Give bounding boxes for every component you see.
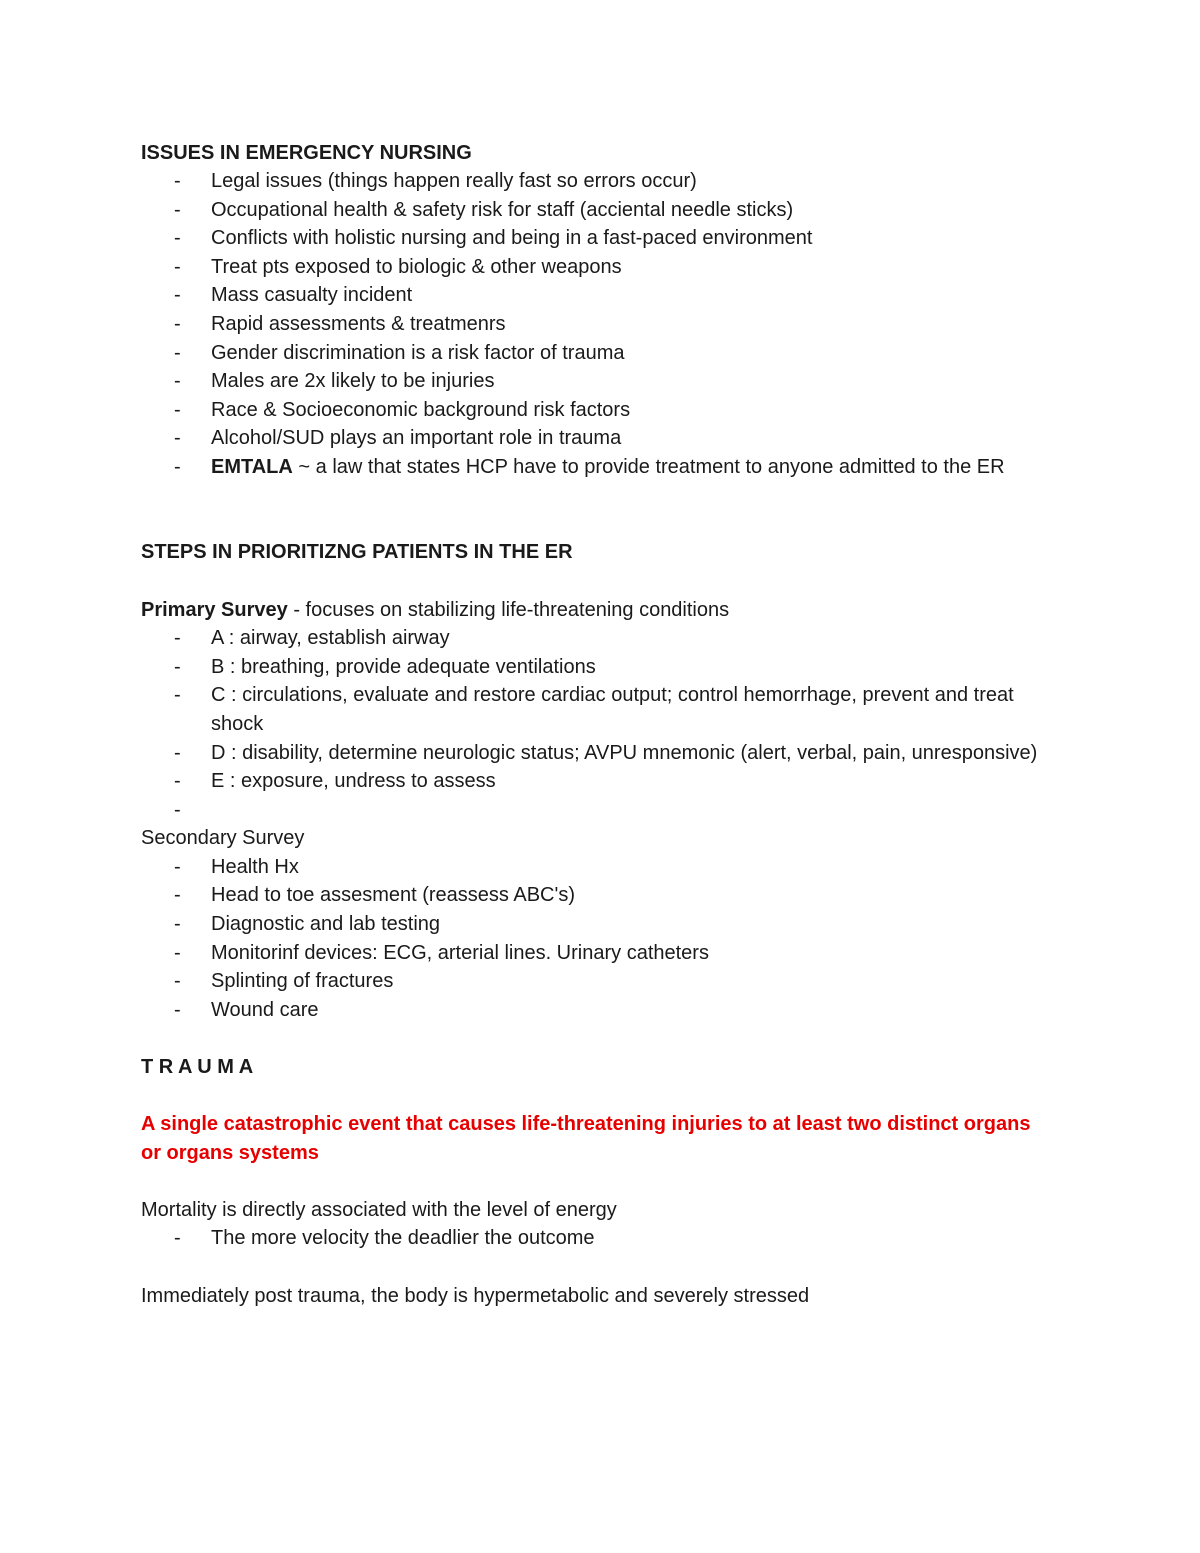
dash-marker: -	[174, 798, 181, 821]
list-item: - Mass casualty incident	[141, 281, 1041, 310]
dash-marker: -	[174, 427, 181, 450]
list-item-emtala	[141, 453, 1041, 482]
spacer	[141, 1253, 1041, 1282]
emtala-term: EMTALA	[211, 455, 293, 478]
list-item: - Gender discrimination is a risk factor of trauma	[141, 339, 1041, 368]
list-item-empty	[141, 796, 1041, 825]
dash-marker: -	[174, 941, 181, 964]
primary-survey-label: Primary Survey	[141, 598, 288, 621]
list-item: - B : breathing, provide adequate ventilations	[141, 653, 1041, 682]
list-item: - Treat pts exposed to biologic & other weapons	[141, 253, 1041, 282]
dash-marker: -	[174, 855, 181, 878]
spacer	[141, 1081, 1041, 1110]
dash-marker: -	[174, 455, 181, 478]
list-item: - Monitorinf devices: ECG, arterial lines. Urinary catheters	[141, 939, 1041, 968]
dash-marker: -	[174, 741, 181, 764]
spacer	[141, 482, 1041, 538]
list-item: - Occupational health & safety risk for staff (accienta​l needle sticks)	[141, 196, 1041, 225]
document-body	[141, 139, 1041, 1310]
spacer	[141, 1168, 1041, 1196]
list-item: - Rapid assessments & treatmenrs	[141, 310, 1041, 339]
list-item: - Race & Socioeconomic background risk factors	[141, 396, 1041, 425]
dash-marker: -	[174, 284, 181, 307]
secondary-survey-label: Secondary Survey	[141, 827, 305, 850]
dash-marker: -	[174, 627, 181, 650]
dash-marker: -	[174, 970, 181, 993]
dash-marker: -	[174, 684, 181, 707]
spacer	[141, 1024, 1041, 1053]
list-item: - Males are 2x likely to be injuries	[141, 367, 1041, 396]
list-item: - Legal issues (things happen really fast so errors occur)	[141, 167, 1041, 196]
list-item: - Diagnostic and lab testing	[141, 910, 1041, 939]
dash-marker: -	[174, 170, 181, 192]
primary-survey-text: - focuses on stabilizing life-threatening conditions	[287, 598, 730, 621]
secondary-survey-list	[141, 853, 1041, 1025]
spacer	[141, 566, 1041, 596]
steps-heading: STEPS IN PRIORITIZNG PATIENTS IN THE ER	[141, 540, 573, 563]
dash-marker: -	[174, 198, 181, 221]
dash-marker: -	[174, 913, 181, 936]
list-item: - Splinting of fractures	[141, 967, 1041, 996]
dash-marker: -	[174, 341, 181, 364]
dash-marker: -	[174, 770, 181, 793]
list-item: - D : disability, determine neurologic status; AVPU mnemonic (alert, verbal, pain, unresponsive)	[141, 739, 1041, 768]
trauma-heading: T R A U M A	[141, 1056, 254, 1079]
list-item: - C : circulations, evaluate and restore cardiac output; control hemorrhage, prevent and treat shock	[141, 681, 1041, 738]
dash-marker: -	[174, 312, 181, 335]
list-item: - Wound care	[141, 996, 1041, 1025]
list-item: - Alcohol/SUD plays an important role in trauma	[141, 424, 1041, 453]
primary-survey-list	[141, 624, 1041, 824]
list-item: - Health Hx	[141, 853, 1041, 882]
emtala-definition: ~ a law that states HCP have to provide treatment to anyone admitted to the ER	[292, 455, 1005, 478]
dash-marker: -	[174, 884, 181, 907]
mortality-statement: Mortality is directly associated with the level of energy	[141, 1198, 617, 1221]
dash-marker: -	[174, 1227, 181, 1250]
dash-marker: -	[174, 255, 181, 278]
dash-marker: -	[174, 227, 181, 250]
list-item: - E : exposure, undress to assess	[141, 767, 1041, 796]
list-item: - The more velocity the deadlier the outcome	[141, 1224, 1041, 1253]
dash-marker: -	[174, 398, 181, 421]
list-item: - Conflicts with holistic nursing and being in a fast-paced environment	[141, 224, 1041, 253]
issues-heading: ISSUES IN EMERGENCY NURSING	[141, 142, 472, 164]
list-item: - Head to toe assesment (reassess ABC's)	[141, 881, 1041, 910]
primary-survey-line	[141, 596, 1041, 625]
list-item: - A : airway, establish airway	[141, 624, 1041, 653]
dash-marker: -	[174, 655, 181, 678]
dash-marker: -	[174, 370, 181, 393]
post-trauma-statement: Immediately post trauma, the body is hypermetabolic and severely stressed	[141, 1284, 810, 1307]
dash-marker: -	[174, 998, 181, 1021]
trauma-definition: A single catastrophic event that causes life-threatening injuries to at least two distinct organs or organs systems	[141, 1113, 1031, 1165]
mortality-list	[141, 1224, 1041, 1253]
issues-list	[141, 167, 1041, 482]
